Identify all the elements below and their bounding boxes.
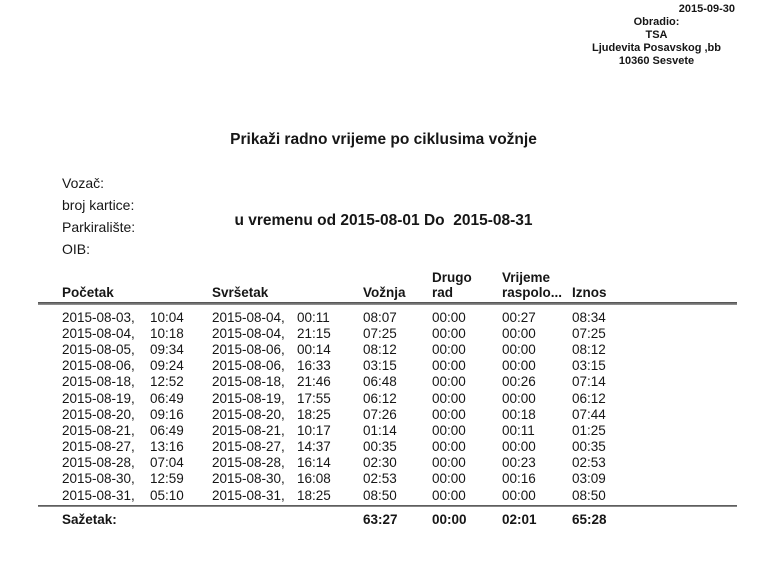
col-header-vrijeme-raspolozivo <box>502 271 572 300</box>
cell-start-time: 13:16 <box>150 439 184 455</box>
cell-end-date: 2015-08-28, <box>212 455 285 471</box>
cell-end-date: 2015-08-21, <box>212 422 285 438</box>
cell-end-time: 18:25 <box>297 487 331 503</box>
col-header-drugo-rad-line1: Drugo <box>432 270 472 285</box>
cell-end-time: 14:37 <box>297 439 331 455</box>
cell-end-time: 00:11 <box>297 309 330 325</box>
col-header-drugo-rad-line2: rad <box>432 284 454 300</box>
cell-end-date: 2015-08-27, <box>212 439 285 455</box>
processed-by-label: Obradio: <box>633 16 680 28</box>
cell-voznja: 03:15 <box>363 358 397 374</box>
cell-iznos: 03:15 <box>572 358 606 374</box>
table-row <box>38 471 737 487</box>
table-row <box>38 422 737 438</box>
cell-end-date: 2015-08-06, <box>212 358 285 374</box>
table-row <box>38 325 737 341</box>
cell-start-date: 2015-08-03, <box>62 309 135 325</box>
table-row <box>38 309 737 325</box>
processed-by-block <box>576 16 737 68</box>
cell-start-time: 09:24 <box>150 358 184 374</box>
cell-drugo-rad: 00:00 <box>432 325 466 341</box>
cell-vrijeme-raspolozivo: 00:00 <box>502 358 536 374</box>
table-header-rule <box>38 302 737 305</box>
cell-start-date: 2015-08-27, <box>62 439 135 455</box>
cell-start-time: 12:52 <box>150 374 184 390</box>
filter-label-parkiraliste: Parkiralište: <box>62 219 136 235</box>
cell-iznos: 00:35 <box>572 439 606 455</box>
cell-end-time: 16:14 <box>297 455 331 471</box>
cell-end-date: 2015-08-19, <box>212 390 285 406</box>
cell-start-time: 09:16 <box>150 406 184 422</box>
cell-voznja: 01:14 <box>363 422 397 438</box>
report-title-line2: u vremenu od 2015-08-01 Do 2015-08-31 <box>234 212 533 229</box>
cell-end-time: 16:08 <box>297 471 331 487</box>
cell-iznos: 02:53 <box>572 455 606 471</box>
cell-drugo-rad: 00:00 <box>432 374 466 390</box>
cell-iznos: 07:14 <box>572 374 606 390</box>
cell-end-date: 2015-08-31, <box>212 487 285 503</box>
cell-vrijeme-raspolozivo: 00:00 <box>502 341 536 357</box>
cell-drugo-rad: 00:00 <box>432 390 466 406</box>
cell-iznos: 03:09 <box>572 471 606 487</box>
cell-start-time: 09:34 <box>150 341 184 357</box>
table-row <box>38 374 737 390</box>
cell-iznos: 06:12 <box>572 390 606 406</box>
col-header-vrijeme-line1: Vrijeme <box>502 270 551 285</box>
table-body <box>38 309 737 503</box>
cell-voznja: 02:53 <box>363 471 397 487</box>
filter-label-broj-kartice: broj kartice: <box>62 197 135 213</box>
cell-end-time: 21:15 <box>297 325 331 341</box>
col-header-drugo-rad <box>432 271 502 300</box>
cell-iznos: 07:25 <box>572 325 606 341</box>
cell-end-date: 2015-08-20, <box>212 406 285 422</box>
summary-iznos: 65:28 <box>572 511 607 527</box>
cell-iznos: 08:34 <box>572 309 606 325</box>
cell-start-date: 2015-08-21, <box>62 422 135 438</box>
cell-end-date: 2015-08-06, <box>212 341 285 357</box>
cell-start-date: 2015-08-20, <box>62 406 135 422</box>
cell-start-date: 2015-08-19, <box>62 390 135 406</box>
report-generated-date: 2015-09-30 <box>678 3 735 15</box>
cell-voznja: 00:35 <box>363 439 397 455</box>
table-row <box>38 341 737 357</box>
cell-start-date: 2015-08-18, <box>62 374 135 390</box>
cell-start-date: 2015-08-30, <box>62 471 135 487</box>
cell-start-date: 2015-08-28, <box>62 455 135 471</box>
cell-vrijeme-raspolozivo: 00:16 <box>502 471 536 487</box>
cell-start-time: 10:04 <box>150 309 184 325</box>
cell-voznja: 07:26 <box>363 406 397 422</box>
cell-end-date: 2015-08-30, <box>212 471 285 487</box>
cell-end-date: 2015-08-04, <box>212 309 285 325</box>
summary-row <box>38 511 737 527</box>
cell-voznja: 06:12 <box>363 390 397 406</box>
cell-drugo-rad: 00:00 <box>432 471 466 487</box>
filter-label-vozac: Vozač: <box>62 175 105 191</box>
cell-start-date: 2015-08-06, <box>62 358 135 374</box>
cell-drugo-rad: 00:00 <box>432 455 466 471</box>
cell-drugo-rad: 00:00 <box>432 487 466 503</box>
col-header-svrsetak: Svršetak <box>212 284 269 300</box>
report-title-line1: Prikaži radno vrijeme po ciklusima vožnje <box>230 131 537 148</box>
cell-end-time: 16:33 <box>297 358 331 374</box>
cell-end-time: 10:17 <box>297 422 331 438</box>
cell-drugo-rad: 00:00 <box>432 439 466 455</box>
table-row <box>38 455 737 471</box>
cell-start-time: 06:49 <box>150 390 184 406</box>
cell-start-time: 05:10 <box>150 487 184 503</box>
summary-label: Sažetak: <box>62 511 117 527</box>
cell-vrijeme-raspolozivo: 00:23 <box>502 455 536 471</box>
cell-vrijeme-raspolozivo: 00:00 <box>502 325 536 341</box>
cell-drugo-rad: 00:00 <box>432 422 466 438</box>
cell-iznos: 01:25 <box>572 422 606 438</box>
col-header-voznja: Vožnja <box>363 284 406 300</box>
cell-start-time: 10:18 <box>150 325 184 341</box>
cell-end-time: 21:46 <box>297 374 331 390</box>
summary-vrijeme-raspolozivo: 02:01 <box>502 511 537 527</box>
cell-voznja: 08:50 <box>363 487 397 503</box>
cell-drugo-rad: 00:00 <box>432 309 466 325</box>
col-header-iznos: Iznos <box>572 284 607 300</box>
cell-drugo-rad: 00:00 <box>432 358 466 374</box>
table-row <box>38 487 737 503</box>
cell-voznja: 08:12 <box>363 341 397 357</box>
summary-drugo-rad: 00:00 <box>432 511 467 527</box>
cell-start-date: 2015-08-05, <box>62 341 135 357</box>
cell-iznos: 08:12 <box>572 341 606 357</box>
table-row <box>38 406 737 422</box>
cell-vrijeme-raspolozivo: 00:18 <box>502 406 536 422</box>
cell-start-time: 06:49 <box>150 422 184 438</box>
cell-start-date: 2015-08-31, <box>62 487 135 503</box>
cell-vrijeme-raspolozivo: 00:00 <box>502 390 536 406</box>
company-street: Ljudevita Posavskog ,bb <box>592 42 721 54</box>
cell-end-date: 2015-08-18, <box>212 374 285 390</box>
cell-vrijeme-raspolozivo: 00:26 <box>502 374 536 390</box>
cell-start-date: 2015-08-04, <box>62 325 135 341</box>
table-header-row <box>38 267 737 300</box>
cell-iznos: 08:50 <box>572 487 606 503</box>
cell-voznja: 07:25 <box>363 325 397 341</box>
cell-drugo-rad: 00:00 <box>432 341 466 357</box>
table-footer-rule <box>38 505 737 507</box>
cell-vrijeme-raspolozivo: 00:27 <box>502 309 536 325</box>
table-row <box>38 390 737 406</box>
cell-voznja: 02:30 <box>363 455 397 471</box>
cell-vrijeme-raspolozivo: 00:00 <box>502 439 536 455</box>
company-city: 10360 Sesvete <box>618 55 695 67</box>
cell-start-time: 07:04 <box>150 455 184 471</box>
table-row <box>38 439 737 455</box>
cell-end-time: 17:55 <box>297 390 331 406</box>
cell-start-time: 12:59 <box>150 471 184 487</box>
col-header-pocetak: Početak <box>62 284 114 300</box>
cell-vrijeme-raspolozivo: 00:00 <box>502 487 536 503</box>
cell-voznja: 06:48 <box>363 374 397 390</box>
cell-end-time: 18:25 <box>297 406 331 422</box>
company-name: TSA <box>645 29 668 41</box>
cell-end-time: 00:14 <box>297 341 331 357</box>
cell-voznja: 08:07 <box>363 309 397 325</box>
filter-labels <box>62 172 135 260</box>
cell-iznos: 07:44 <box>572 406 606 422</box>
cell-vrijeme-raspolozivo: 00:11 <box>502 422 535 438</box>
cell-drugo-rad: 00:00 <box>432 406 466 422</box>
table-row <box>38 358 737 374</box>
summary-voznja: 63:27 <box>363 511 398 527</box>
cell-end-date: 2015-08-04, <box>212 325 285 341</box>
filter-label-oib: OIB: <box>62 241 91 257</box>
col-header-vrijeme-line2: raspolo... <box>502 284 563 300</box>
